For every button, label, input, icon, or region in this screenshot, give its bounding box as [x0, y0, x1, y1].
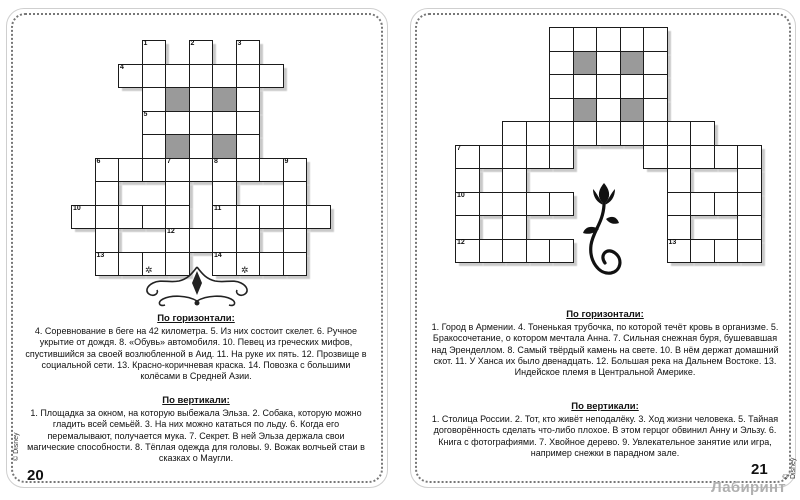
crossword-cell[interactable] [667, 121, 692, 146]
copyright-label: © Disney [783, 457, 797, 479]
clue-number: 5 [143, 110, 148, 118]
crossword-cell[interactable] [502, 215, 527, 240]
crossword-cell[interactable] [455, 168, 480, 193]
crossword-cell[interactable] [479, 239, 504, 264]
crossword-cell[interactable] [690, 239, 715, 264]
crossword-cell[interactable] [667, 192, 692, 217]
crossword-cell[interactable] [690, 145, 715, 170]
crossword-cell[interactable] [596, 74, 621, 99]
crossword-cell[interactable] [259, 158, 284, 183]
clue-number: 2 [190, 40, 195, 47]
crossword-cell[interactable] [236, 111, 261, 136]
crossword-cell[interactable] [737, 239, 762, 264]
crossword-cell[interactable] [212, 181, 237, 206]
horizontal-clues-text: 4. Соревнование в беге на 42 километра. 5. Из них состоит скелет. 6. Ручное укрытие от дождя. 8. «Обувь» автомобиля. 10. Певец из греческих мифов, спустившийся за своей возлюбленной в Аид. 11. На руке их пять. 12. Прозвище в социальной сети. 13. Красно-коричневая краска. 14. Повозка с большими колёсами в Средней Азии. [25, 326, 367, 382]
crossword-cell[interactable] [142, 158, 167, 183]
clue-number: 13 [96, 251, 105, 259]
crossword-cell[interactable] [236, 228, 261, 253]
clue-number: 12 [167, 228, 175, 235]
crossword-cell[interactable] [165, 181, 190, 206]
crossword-cell[interactable] [283, 181, 308, 206]
crossword-cell[interactable] [189, 158, 214, 183]
crossword-cell[interactable] [549, 27, 574, 52]
crossword-cell[interactable] [549, 74, 574, 99]
crossword-cell[interactable] [212, 205, 237, 230]
horizontal-heading: По горизонтали: [157, 313, 235, 324]
crossword-cell[interactable] [479, 192, 504, 217]
crossword-cell[interactable] [142, 87, 167, 112]
horizontal-heading: По горизонтали: [566, 309, 644, 320]
crossword-cell[interactable] [714, 239, 739, 264]
copyright-label: © Disney [13, 432, 20, 461]
clue-number: 9 [284, 157, 289, 165]
crossword-cell[interactable] [455, 192, 480, 217]
crossword-cell[interactable] [643, 27, 668, 52]
crossword-cell[interactable] [620, 121, 645, 146]
left-page [6, 8, 388, 488]
vertical-heading: По вертикали: [571, 401, 639, 412]
crossword-cell[interactable] [236, 134, 261, 159]
crossword-cell-shaded[interactable] [212, 134, 237, 159]
crossword-cell[interactable] [573, 27, 598, 52]
crossword-cell[interactable] [526, 192, 551, 217]
crossword-cell[interactable] [95, 252, 120, 277]
crossword-cell[interactable] [165, 111, 190, 136]
crossword-cell-shaded[interactable] [620, 51, 645, 76]
crossword-cell[interactable] [212, 158, 237, 183]
crossword-cell[interactable] [643, 98, 668, 123]
crossword-cell[interactable] [189, 87, 214, 112]
crossword-cell[interactable] [95, 158, 120, 183]
crossword-cell[interactable] [737, 145, 762, 170]
crossword-cell-shaded[interactable] [573, 51, 598, 76]
crossword-cell[interactable] [502, 239, 527, 264]
crossword-cell[interactable] [283, 158, 308, 183]
crossword-cell[interactable] [71, 205, 96, 230]
crossword-cell[interactable] [502, 121, 527, 146]
clue-number: 7 [457, 144, 461, 152]
crossword-cell[interactable] [737, 192, 762, 217]
crossword-cell[interactable] [667, 239, 692, 264]
crossword-cell[interactable] [236, 87, 261, 112]
clue-number: 14 [214, 251, 222, 259]
crossword-cell[interactable] [189, 40, 214, 65]
crossword-cell[interactable] [236, 40, 261, 65]
crossword-cell[interactable] [596, 27, 621, 52]
crossword-cell[interactable] [620, 74, 645, 99]
crossword-cell[interactable] [165, 158, 190, 183]
clues-vertical-right [431, 401, 779, 459]
right-page [410, 8, 796, 488]
crossword-cell[interactable] [737, 168, 762, 193]
clue-number: 12 [457, 238, 465, 246]
crossword-cell[interactable] [643, 121, 668, 146]
crossword-cell[interactable] [549, 121, 574, 146]
clue-number: 10 [73, 204, 81, 212]
horizontal-clues-text: 1. Город в Армении. 4. Тоненькая трубочка, по которой течёт кровь в организме. 5. Бракосочетание, о котором мечтала Анна. 7. Сильная снежная буря, бушевавшая над Эренделлом. 8. Самый твёрдый камень на свете. 10. В нём держат домашний скот. 11. У Ханса их было двенадцать. 12. Большая река на Дальнем Востоке. 13. Индейское племя в Центральной Америке. [431, 322, 779, 378]
watermark: Лабиринт [711, 479, 786, 496]
crossword-cell[interactable] [189, 134, 214, 159]
crossword-cell[interactable] [212, 228, 237, 253]
crossword-cell[interactable] [455, 239, 480, 264]
clues-vertical-left [23, 395, 369, 464]
crossword-cell[interactable] [283, 228, 308, 253]
crossword-cell[interactable] [142, 40, 167, 65]
crossword-cell[interactable] [165, 64, 190, 89]
vertical-heading: По вертикали: [162, 395, 230, 406]
crossword-cell[interactable] [502, 168, 527, 193]
crossword-cell[interactable] [714, 145, 739, 170]
crossword-cell[interactable] [306, 205, 331, 230]
crossword-cell[interactable] [259, 252, 284, 277]
crossword-cell[interactable] [259, 64, 284, 89]
crossword-cell[interactable] [549, 51, 574, 76]
clue-number: 1 [143, 40, 148, 47]
crossword-cell[interactable] [455, 145, 480, 170]
clue-number: 11 [214, 204, 222, 212]
clue-number: 4 [120, 63, 124, 71]
crossword-cell[interactable] [95, 181, 120, 206]
crossword-cell[interactable] [236, 205, 261, 230]
crossword-cell[interactable] [142, 64, 167, 89]
crossword-cell[interactable] [667, 168, 692, 193]
crossword-cell[interactable] [690, 121, 715, 146]
crossword-cell[interactable] [714, 192, 739, 217]
crossword-cell[interactable] [259, 205, 284, 230]
crossword-cell[interactable] [165, 228, 190, 253]
clue-number: 8 [214, 157, 218, 165]
crossword-cell-shaded[interactable] [573, 98, 598, 123]
crossword-cell[interactable] [189, 228, 214, 253]
crossword-cell[interactable] [596, 51, 621, 76]
page-number: 21 [751, 461, 768, 478]
crossword-cell-shaded[interactable] [620, 98, 645, 123]
crossword-cell[interactable] [596, 121, 621, 146]
crossword-cell[interactable] [737, 215, 762, 240]
crossword-cell[interactable] [502, 192, 527, 217]
crossword-cell[interactable] [212, 64, 237, 89]
crossword-cell[interactable] [573, 121, 598, 146]
crossword-cell[interactable] [643, 51, 668, 76]
crossword-cell[interactable] [549, 98, 574, 123]
clues-horizontal-right [431, 309, 779, 378]
crossword-cell[interactable] [549, 192, 574, 217]
crossword-cell[interactable] [189, 64, 214, 89]
crossword-cell[interactable] [455, 215, 480, 240]
crossword-cell[interactable] [142, 134, 167, 159]
crossword-cell[interactable] [549, 145, 574, 170]
crossword-cell[interactable] [667, 145, 692, 170]
vertical-clues-text: 1. Столица России. 2. Тот, кто живёт неподалёку. 3. Ход жизни человека. 5. Тайная договорённость сделать что-либо плохое. В этом герцог обвинил Анну и Эльзу. 6. Книга с фотографиями. 7. Хвойное дерево. 9. Увлекательное занятие или игра, например снежки в парадном зале. [431, 414, 779, 458]
clues-horizontal-left [23, 313, 369, 382]
crossword-cell[interactable] [95, 228, 120, 253]
clue-number: 13 [668, 238, 677, 246]
crossword-cell[interactable] [212, 111, 237, 136]
crossword-cell-shaded[interactable] [212, 87, 237, 112]
crossword-cell[interactable] [95, 205, 120, 230]
crossword-cell[interactable] [667, 215, 692, 240]
svg-text:✲: ✲ [241, 265, 249, 275]
crossword-cell[interactable] [283, 252, 308, 277]
crossword-cell[interactable] [643, 145, 668, 170]
crossword-cell[interactable] [189, 111, 214, 136]
page-number: 20 [27, 467, 44, 484]
clue-number: 10 [457, 191, 465, 199]
clue-number: 3 [237, 40, 242, 47]
ornament-flourish [139, 261, 255, 309]
crossword-grid-left [71, 40, 341, 270]
crossword-cell[interactable] [283, 205, 308, 230]
crossword-cell[interactable] [142, 111, 167, 136]
clue-number: 7 [167, 157, 171, 165]
crossword-cell-shaded[interactable] [165, 87, 190, 112]
crossword-cell[interactable] [236, 64, 261, 89]
svg-text:✲: ✲ [145, 265, 153, 275]
ornament-tulip-swirl [579, 179, 629, 289]
crossword-cell[interactable] [526, 121, 551, 146]
crossword-cell[interactable] [118, 158, 143, 183]
crossword-cell[interactable] [118, 64, 143, 89]
crossword-cell[interactable] [690, 192, 715, 217]
crossword-cell[interactable] [236, 158, 261, 183]
crossword-cell[interactable] [549, 239, 574, 264]
crossword-cell[interactable] [643, 74, 668, 99]
crossword-cell[interactable] [502, 145, 527, 170]
crossword-cell[interactable] [142, 205, 167, 230]
crossword-cell[interactable] [573, 74, 598, 99]
crossword-cell[interactable] [118, 205, 143, 230]
crossword-cell-shaded[interactable] [165, 134, 190, 159]
crossword-cell[interactable] [620, 27, 645, 52]
vertical-clues-text: 1. Площадка за окном, на которую выбежала Эльза. 2. Собака, которую можно гладить всей семьёй. 3. На них можно кататься по льду. 6. Когда его перемалывают, получается мука. 7. Секрет. В ней Эльза держала свои магические способности. 8. Тёплая одежда для головы. 9. Вожак волчьей стаи в сказках о Маугли. [27, 408, 365, 464]
crossword-cell[interactable] [596, 98, 621, 123]
crossword-cell[interactable] [526, 145, 551, 170]
crossword-cell[interactable] [526, 239, 551, 264]
crossword-cell[interactable] [165, 205, 190, 230]
clue-number: 6 [96, 157, 101, 165]
crossword-cell[interactable] [479, 145, 504, 170]
